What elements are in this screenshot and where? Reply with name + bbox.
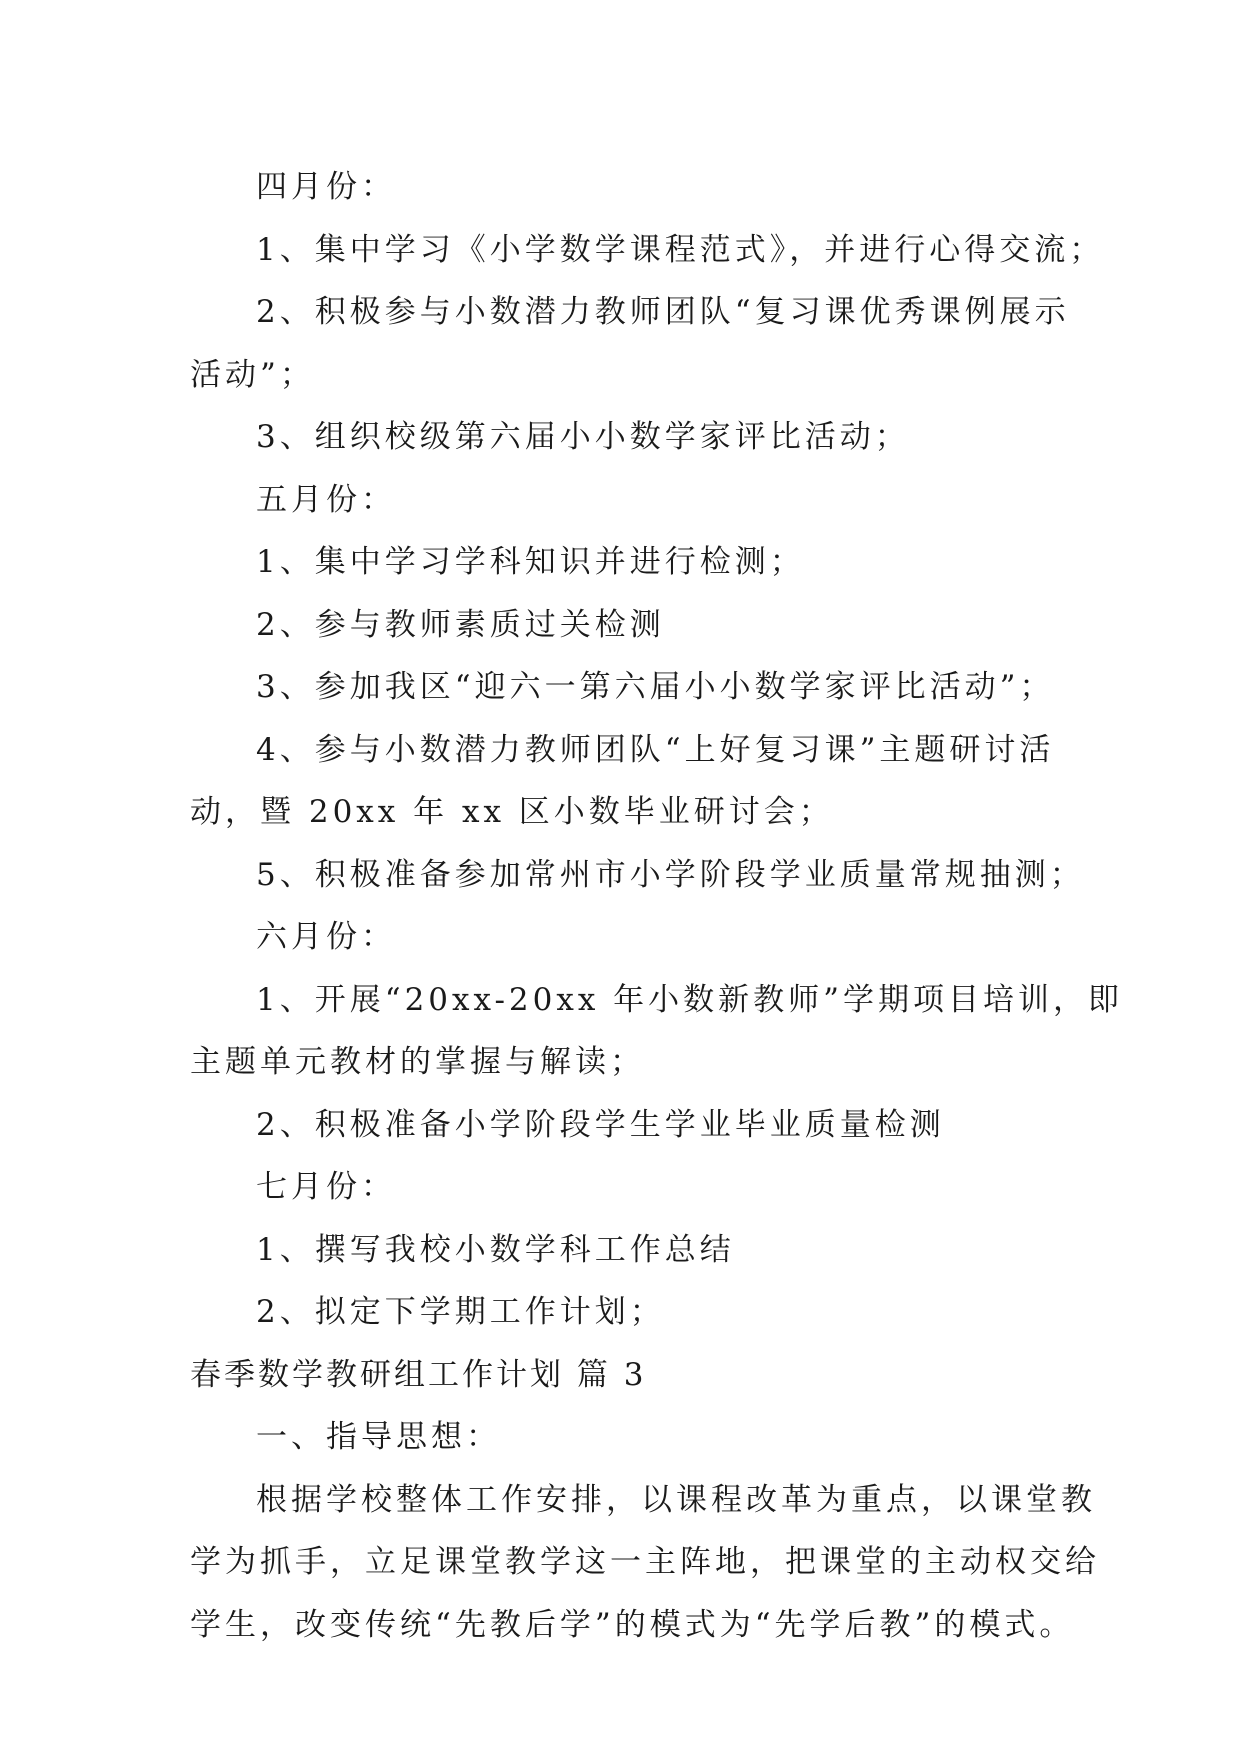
paragraph-line: 3、组织校级第六届小小数学家评比活动；	[256, 419, 910, 455]
paragraph-line: 动，暨 20xx 年 xx 区小数毕业研讨会；	[190, 794, 834, 830]
document-section-title: 春季数学教研组工作计划 篇 3	[190, 1356, 647, 1393]
section-heading-may: 五月份：	[256, 481, 396, 518]
document-body	[190, 156, 1124, 1656]
section-heading-april: 四月份：	[256, 169, 396, 205]
section-heading-june: 六月份：	[256, 919, 396, 955]
paragraph-line: 4、参与小数潜力教师团队“上好复习课”主题研讨活	[256, 731, 1055, 768]
paragraph-line: 2、参与教师素质过关检测	[256, 606, 665, 643]
paragraph-line: 1、开展“20xx-20xx 年小数新教师”学期项目培训，即	[256, 981, 1124, 1018]
paragraph-line: 1、撰写我校小数学科工作总结	[256, 1231, 735, 1268]
paragraph-line: 3、参加我区“迎六一第六届小小数学家评比活动”；	[256, 669, 1055, 705]
paragraph-line: 2、积极参与小数潜力教师团队“复习课优秀课例展示	[256, 294, 1070, 330]
paragraph-line: 活动”；	[190, 356, 315, 393]
paragraph-line: 1、集中学习《小学数学课程范式》，并进行心得交流；	[256, 231, 1105, 268]
paragraph-line: 1、集中学习学科知识并进行检测；	[256, 544, 805, 580]
paragraph-line: 5、积极准备参加常州市小学阶段学业质量常规抽测；	[256, 856, 1085, 893]
paragraph-line: 根据学校整体工作安排，以课程改革为重点，以课堂教	[256, 1481, 1096, 1518]
paragraph-line: 2、拟定下学期工作计划；	[256, 1294, 665, 1330]
paragraph-line: 2、积极准备小学阶段学生学业毕业质量检测	[256, 1106, 945, 1143]
paragraph-line: 学为抓手，立足课堂教学这一主阵地，把课堂的主动权交给	[190, 1544, 1100, 1580]
section-heading-july: 七月份：	[256, 1169, 396, 1205]
section-heading-guiding-thought: 一、指导思想：	[256, 1419, 501, 1455]
paragraph-line: 学生，改变传统“先教后学”的模式为“先学后教”的模式。	[190, 1606, 1075, 1643]
paragraph-line: 主题单元教材的掌握与解读；	[190, 1044, 645, 1080]
